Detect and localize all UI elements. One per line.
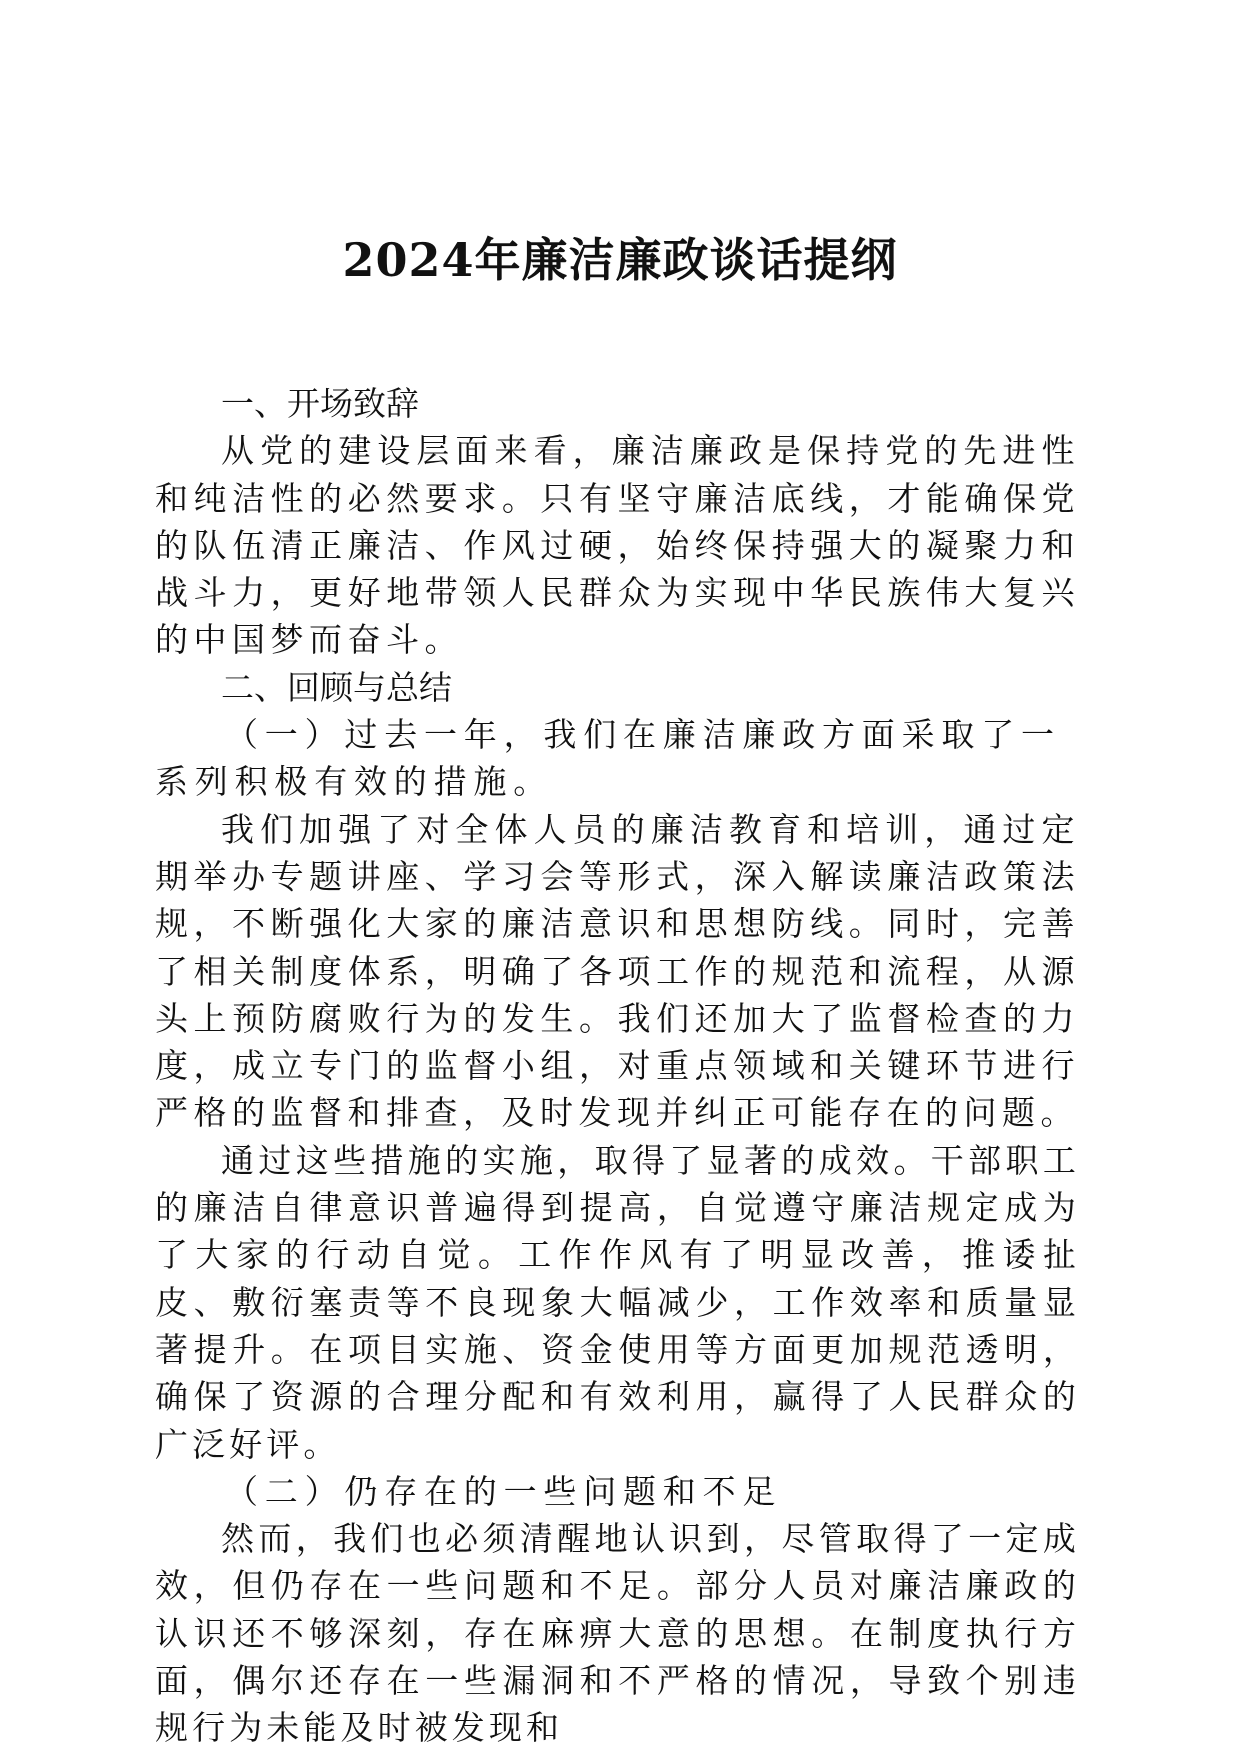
document-title: 2024年廉洁廉政谈话提纲 [342, 233, 898, 287]
section-heading-opening: 一、开场致辞 [221, 384, 419, 423]
paragraph-measures: 我们加强了对全体人员的廉洁教育和培训，通过定期举办专题讲座、学习会等形式，深入解读廉洁政策法规，不断强化大家的廉洁意识和思想防线。同时，完善了相关制度体系，明确了各项工作的规范和流程，从源头上预防腐败行为的发生。我们还加大了监督检查的力度，成立专门的监督小组，对重点领域和关键环节进行严格的监督和排查，及时发现并纠正可能存在的问题。 [155, 809, 1080, 1133]
subsection-heading-problems: （二）仍存在的一些问题和不足 [225, 1471, 783, 1511]
paragraph-problems: 然而，我们也必须清醒地认识到，尽管取得了一定成效，但仍存在一些问题和不足。部分人员对廉洁廉政的认识还不够深刻，存在麻痹大意的思想。在制度执行方面，偶尔还存在一些漏洞和不严格的情况，导致个别违规行为未能及时被发现和 [155, 1519, 1080, 1748]
paragraph-opening: 从党的建设层面来看，廉洁廉政是保持党的先进性和纯洁性的必然要求。只有坚守廉洁底线，才能确保党的队伍清正廉洁、作风过硬，始终保持强大的凝聚力和战斗力，更好地带领人民群众为实现中华民族伟大复兴的中国梦而奋斗。 [155, 431, 1080, 660]
document-body [155, 380, 1080, 1752]
paragraph-results: 通过这些措施的实施，取得了显著的成效。干部职工的廉洁自律意识普遍得到提高，自觉遵守廉洁规定成为了大家的行动自觉。工作作风有了明显改善，推诿扯皮、敷衍塞责等不良现象大幅减少，工作效率和质量显著提升。在项目实施、资金使用等方面更加规范透明，确保了资源的合理分配和有效利用，赢得了人民群众的广泛好评。 [155, 1140, 1080, 1464]
section-heading-review: 二、回顾与总结 [221, 667, 452, 707]
subsection-heading-measures: （一）过去一年，我们在廉洁廉政方面采取了一系列积极有效的措施。 [155, 715, 1061, 802]
